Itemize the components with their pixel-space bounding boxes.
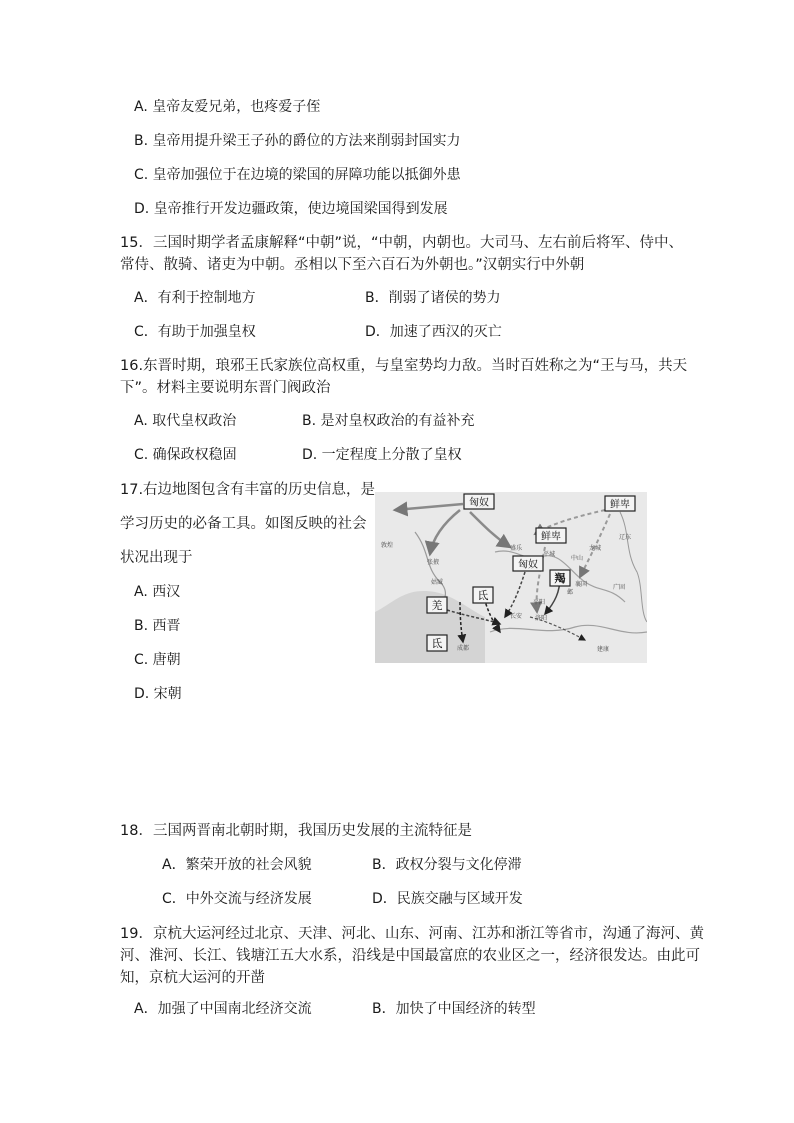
q16-stem-line1: 16.东晋时期，琅邪王氏家族位高权重，与皇室势均力敌。当时百姓称之为“王与马，共天 — [120, 358, 688, 374]
q15-stem-line1: 15．三国时期学者孟康解释“中朝”说，“中朝，内朝也。大司马、左右前后将军、侍中、 — [120, 235, 683, 251]
q19-option-b[interactable]: B．加快了中国经济的转型 — [372, 1001, 536, 1017]
q15-option-d[interactable]: D．加速了西汉的灭亡 — [365, 324, 502, 340]
svg-text:匈奴: 匈奴 — [469, 497, 489, 509]
q17-option-a[interactable]: A. 西汉 — [134, 584, 181, 600]
box-di-north — [473, 587, 493, 603]
q14-option-a[interactable]: A. 皇帝友爱兄弟，也疼爱子侄 — [134, 99, 321, 115]
place-dunhuang: 敦煌 — [381, 542, 394, 549]
place-zhongshan: 中山 — [571, 555, 584, 562]
place-luoyang: 洛阳 — [535, 615, 548, 622]
q17-stem-line3: 状况出现于 — [120, 550, 193, 566]
q19-option-a[interactable]: A．加强了中国南北经济交流 — [134, 1001, 312, 1017]
box-di-south — [427, 635, 447, 651]
q16-option-d[interactable]: D. 一定程度上分散了皇权 — [302, 447, 462, 463]
q18-option-c[interactable]: C．中外交流与经济发展 — [162, 891, 312, 907]
q17-option-c[interactable]: C. 唐朝 — [134, 652, 181, 668]
q16-stem-line2: 下”。材料主要说明东晋门阀政治 — [120, 380, 331, 396]
place-pingcheng: 平城 — [543, 551, 556, 558]
svg-text:氐: 氐 — [431, 637, 443, 650]
q16-option-a[interactable]: A. 取代皇权政治 — [134, 413, 237, 429]
box-qiang — [427, 597, 447, 613]
svg-text:匈奴: 匈奴 — [518, 559, 538, 571]
place-zhangye: 张掖 — [427, 559, 440, 566]
q18-stem: 18．三国两晋南北朝时期，我国历史发展的主流特征是 — [120, 823, 472, 839]
q14-option-b[interactable]: B. 皇帝用提升梁王子孙的爵位的方法来削弱封国实力 — [134, 133, 461, 149]
place-ye: 邺 — [567, 589, 574, 596]
q17-stem-line1: 17.右边地图包含有丰富的历史信息，是 — [120, 482, 376, 498]
svg-text:鲜卑: 鲜卑 — [610, 499, 630, 511]
place-pingyang: 平阳 — [533, 599, 546, 606]
q17-stem-line2: 学习历史的必备工具。如图反映的社会 — [120, 516, 367, 532]
q15-option-b[interactable]: B．削弱了诸侯的势力 — [365, 290, 501, 306]
q17-option-b[interactable]: B. 西晋 — [134, 618, 181, 634]
box-xianbei-center — [536, 528, 566, 543]
q18-option-a[interactable]: A．繁荣开放的社会风貌 — [162, 857, 312, 873]
q16-option-b[interactable]: B. 是对皇权政治的有益补充 — [302, 413, 475, 429]
place-shengle: 盛乐 — [510, 545, 523, 552]
place-liaodong: 辽东 — [619, 534, 632, 541]
q14-option-d[interactable]: D. 皇帝推行开发边疆政策，使边境国梁国得到发展 — [134, 201, 448, 217]
q15-option-a[interactable]: A．有利于控制地方 — [134, 290, 256, 306]
place-chengdu: 成都 — [457, 645, 470, 652]
box-jie — [550, 570, 570, 586]
place-jiankang: 建康 — [597, 646, 610, 653]
box-xiongnu-north — [464, 494, 494, 509]
place-guzang: 姑臧 — [431, 579, 444, 586]
q18-option-d[interactable]: D．民族交融与区域开发 — [372, 891, 523, 907]
q18-option-b[interactable]: B．政权分裂与文化停滞 — [372, 857, 522, 873]
svg-text:鲜卑: 鲜卑 — [541, 531, 561, 543]
svg-text:氐: 氐 — [477, 589, 489, 602]
q19-stem-line3: 知，京杭大运河的开凿 — [120, 970, 265, 986]
q16-option-c[interactable]: C. 确保政权稳固 — [134, 447, 237, 463]
svg-text:羯: 羯 — [554, 572, 566, 585]
q17-option-d[interactable]: D. 宋朝 — [134, 686, 182, 702]
place-xiangguo: 襄国 — [575, 581, 588, 588]
svg-text:羌: 羌 — [431, 599, 443, 612]
q19-stem-line2: 河、淮河、长江、钱塘江五大水系，沿线是中国最富庶的农业区之一，经济很发达。由此可 — [120, 948, 700, 964]
q14-option-c[interactable]: C. 皇帝加强位于在边境的梁国的屏障功能以抵御外患 — [134, 167, 461, 183]
place-longcheng: 龙城 — [589, 545, 602, 552]
box-xiongnu-center — [513, 556, 543, 571]
q15-option-c[interactable]: C．有助于加强皇权 — [134, 324, 256, 340]
q15-stem-line2: 常侍、散骑、诸吏为中朝。丞相以下至六百石为外朝也。”汉朝实行中外朝 — [120, 257, 585, 273]
place-guanggu: 广固 — [613, 584, 626, 591]
q19-stem-line1: 19．京杭大运河经过北京、天津、河北、山东、河南、江苏和浙江等省市，沟通了海河、黄 — [120, 926, 704, 942]
box-xianbei-northeast — [605, 496, 635, 511]
place-changan: 长安 — [510, 613, 523, 620]
migration-map — [375, 492, 647, 663]
